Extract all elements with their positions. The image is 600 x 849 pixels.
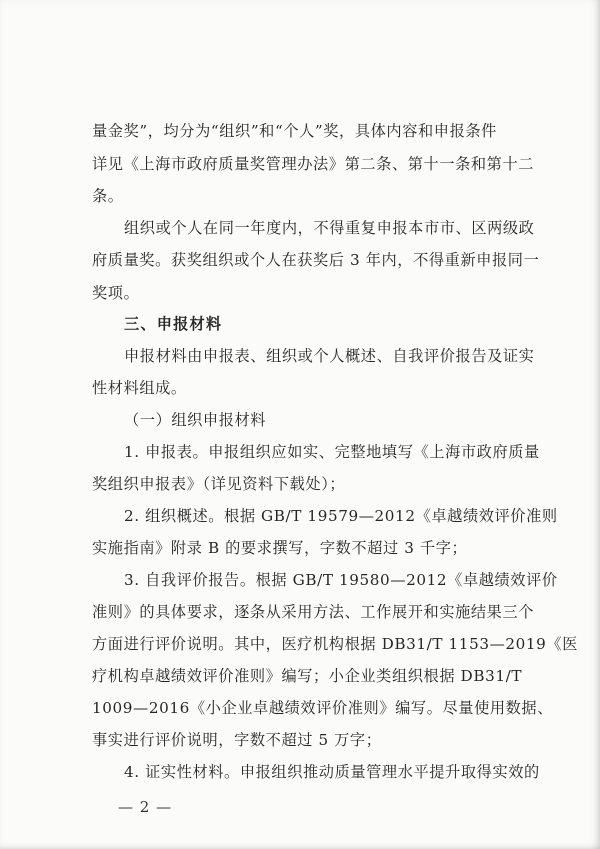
paragraph-line: 3. 自我评价报告。根据 GB/T 19580—2012《卓越绩效评价 bbox=[124, 571, 558, 589]
paragraph-line: 事实进行评价说明，字数不超过 5 万字； bbox=[92, 731, 382, 749]
paragraph-line: 府质量奖。获奖组织或个人在获奖后 3 年内，不得重新申报同一 bbox=[92, 251, 540, 269]
paragraph-line: 实施指南》附录 B 的要求撰写，字数不超过 3 千字； bbox=[92, 539, 468, 557]
paragraph-line: 奖项。 bbox=[92, 284, 140, 302]
paragraph-line: 方面进行评价说明。其中，医疗机构根据 DB31/T 1153—2019《医 bbox=[92, 635, 579, 653]
paragraph-line: 疗机构卓越绩效评价准则》编写；小企业类组织根据 DB31/T bbox=[92, 667, 523, 685]
paragraph-line: 条。 bbox=[92, 187, 124, 205]
page-number: — 2 — bbox=[118, 798, 173, 816]
section-heading: 三、申报材料 bbox=[124, 315, 223, 333]
paragraph-line: 性材料组成。 bbox=[92, 379, 187, 397]
paragraph-line: 准则》的具体要求，逐条从采用方法、工作展开和实施结果三个 bbox=[92, 603, 535, 621]
paragraph-line: 组织或个人在同一年度内，不得重复申报本市市、区两级政 bbox=[124, 219, 535, 237]
subsection-heading: （一）组织申报材料 bbox=[124, 411, 267, 429]
paragraph-line: 4. 证实性材料。申报组织推动质量管理水平提升取得实效的 bbox=[124, 763, 540, 781]
paragraph-line: 2. 组织概述。根据 GB/T 19579—2012《卓越绩效评价准则 bbox=[124, 507, 558, 525]
paragraph-line: 1009—2016《小企业卓越绩效评价准则》编写。尽量使用数据、 bbox=[92, 699, 554, 717]
paragraph-line: 奖组织申报表》（详见资料下载处）； bbox=[92, 475, 346, 493]
paragraph-line: 量金奖”，均分为“组织”和“个人”奖，具体内容和申报条件 bbox=[92, 122, 497, 140]
paragraph-line: 申报材料由申报表、组织或个人概述、自我评价报告及证实 bbox=[124, 347, 535, 365]
paragraph-line: 详见《上海市政府质量奖管理办法》第二条、第十一条和第十二 bbox=[92, 155, 535, 173]
paragraph-line: 1. 申报表。申报组织应如实、完整地填写《上海市政府质量 bbox=[124, 443, 540, 461]
